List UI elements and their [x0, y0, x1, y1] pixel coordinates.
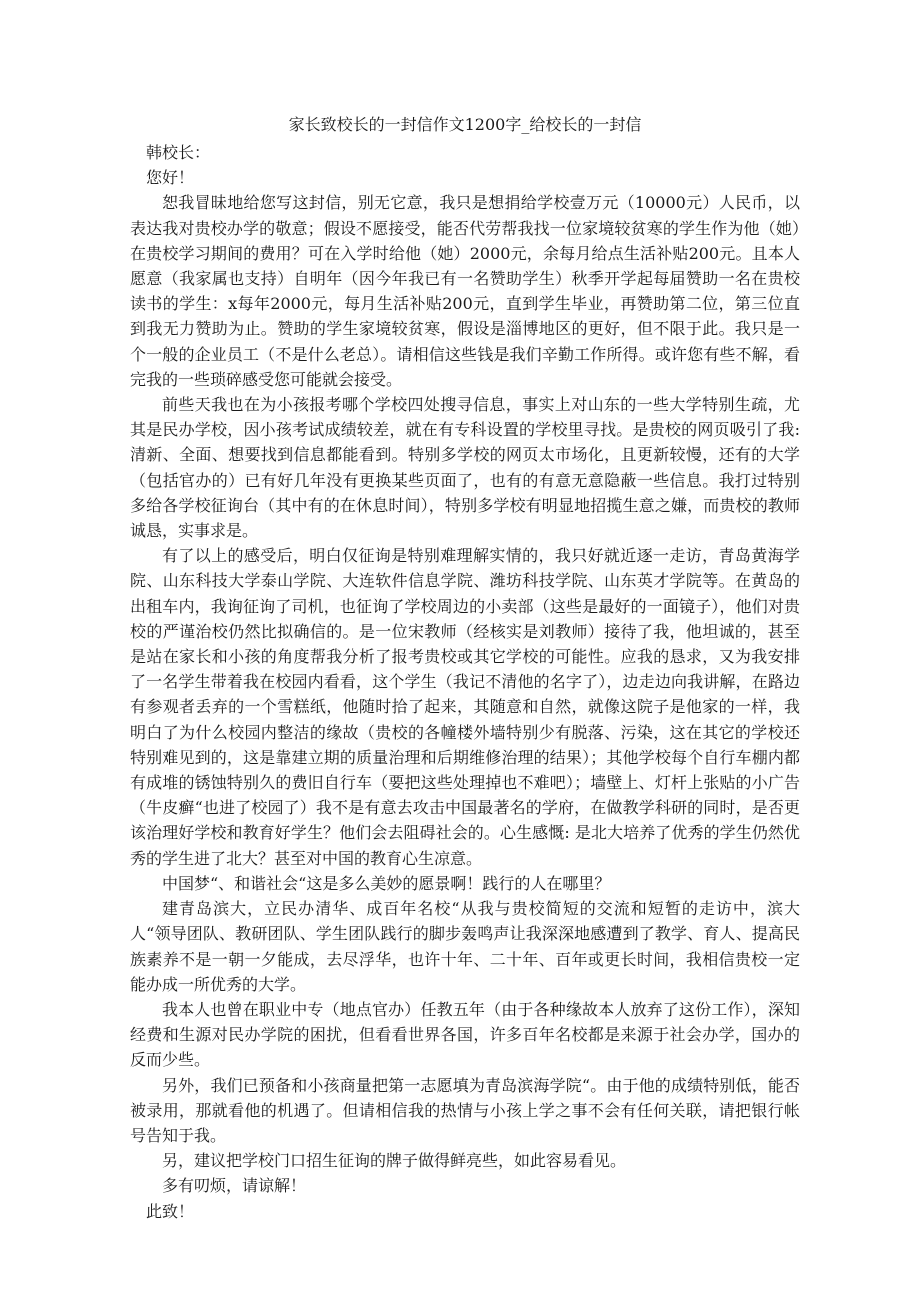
salutation: 韩校长： — [146, 143, 211, 162]
document-title: 家长致校长的一封信作文1200字_给校长的一封信 — [288, 115, 642, 134]
greeting: 您好！ — [146, 168, 195, 188]
paragraph-campus-visit: 有了以上的感受后，明白仅征询是特别难理解实情的，我只好就近逐一走访，青岛黄海学院、山东科技大学泰山学院、大连软件信息学院、潍坊科技学院、山东英才学院等。在黄岛的出租车内，我询征询了司机，也征询了学校周边的小卖部（这些是最好的一面镜子），他们对贵校的严谨治校仍然比拟确信的。是一位宋教师（经核实是刘教师）接待了我，他坦诚的，甚至是站在家长和小孩的角度帮我分析了报考贵校或其它学校的可能性。应我的恳求，又为我安排了一名学生带着我在校园内看看，这个学生（我记不清他的名字了），边走边向我讲解，在路边有参观者丢弃的一个雪糕纸，他随时拾了起来，其随意和自然，就像这院子是他家的一样，我明白了为什么校园内整洁的缘故（贵校的各幢楼外墙特别少有脱落、污染，这在其它的学校还特别难见到的，这是靠建立期的质量治理和后期维修治理的结果）；其他学校每个自行车棚内都有成堆的锈蚀特别久的费旧自行车（要把这些处理掉也不难吧）；墙壁上、灯杆上张贴的小广告（牛皮癣“也进了校园了）我不是有意去攻击中国最著名的学府，在做教学科研的同时，是否更该治理好学校和教育好学生？他们会去阻碍社会的。心生感慨: 是北大培养了优秀的学生仍然优秀的学生进了北大？甚至对中国的教育心生凉意。 — [130, 546, 800, 868]
closing: 此致！ — [146, 1201, 195, 1221]
paragraph-school-vision: 建青岛滨大，立民办清华、成百年名校“从我与贵校简短的交流和短暂的走访中，滨大人“领导团队、教研团队、学生团队践行的脚步轰鸣声让我深深地感遭到了教学、育人、提高民族素养不是一朝一夕能成，去尽浮华，也许十年、二十年、百年或更长时间，我相信贵校一定能办成一所优秀的大学。 — [130, 899, 800, 994]
paragraph-teaching-experience: 我本人也曾在职业中专（地点官办）任教五年（由于各种缘故本人放弃了这份工作），深知经费和生源对民办学院的困扰，但看看世界各国，许多百年名校都是来源于社会办学，国办的反而少些。 — [130, 999, 800, 1070]
paragraph-apology: 多有叨烦，请谅解！ — [162, 1176, 307, 1196]
paragraph-suggestion: 另，建议把学校门口招生征询的牌子做得鲜亮些，如此容易看见。 — [162, 1151, 627, 1171]
paragraph-school-search: 前些天我也在为小孩报考哪个学校四处搜寻信息，事实上对山东的一些大学特别生疏，尤其是民办学校，因小孩考试成绩较差，就在有专科设置的学校里寻找。是贵校的网页吸引了我: 清新、全面、想要找到信息都能看到。特别多学校的网页太市场化，且更新较慢，还有的大学（包括官办的）已有好几年没有更换某些页面了，也有的有意无意隐蔽一些信息。我打过特别多给各学校征询台（其中有的在休息时间），特别多学校有明显地招揽生意之嫌，而贵校的教师诚恳，实事求是。 — [130, 395, 800, 541]
document-page — [130, 112, 800, 1224]
paragraph-chinese-dream: 中国梦“、和谐社会“这是多么美妙的愿景啊！践行的人在哪里？ — [162, 873, 611, 893]
paragraph-donation-offer: 恕我冒昧地给您写这封信，别无它意，我只是想捐给学校壹万元（10000元）人民币，以表达我对贵校办学的敬意；假设不愿接受，能否代劳帮我找一位家境较贫寒的学生作为他（她）在贵校学习期间的费用？可在入学时给他（她）2000元，余每月给点生活补贴200元。且本人愿意（我家属也支持）自明年（因今年我已有一名赞助学生）秋季开学起每届赞助一名在贵校读书的学生：x每年2000元，每月生活补贴200元，直到学生毕业，再赞助第二位，第三位直到我无力赞助为止。赞助的学生家境较贫寒，假设是淄博地区的更好，但不限于此。我只是一个一般的企业员工（不是什么老总）。请相信这些钱是我们辛勤工作所得。或许您有些不解，看完我的一些琐碎感受您可能就会接受。 — [130, 193, 800, 389]
paragraph-application: 另外，我们已预备和小孩商量把第一志愿填为青岛滨海学院“。由于他的成绩特别低，能否被录用，那就看他的机遇了。但请相信我的热情与小孩上学之事不会有任何关联，请把银行帐号告知于我。 — [130, 1075, 800, 1145]
